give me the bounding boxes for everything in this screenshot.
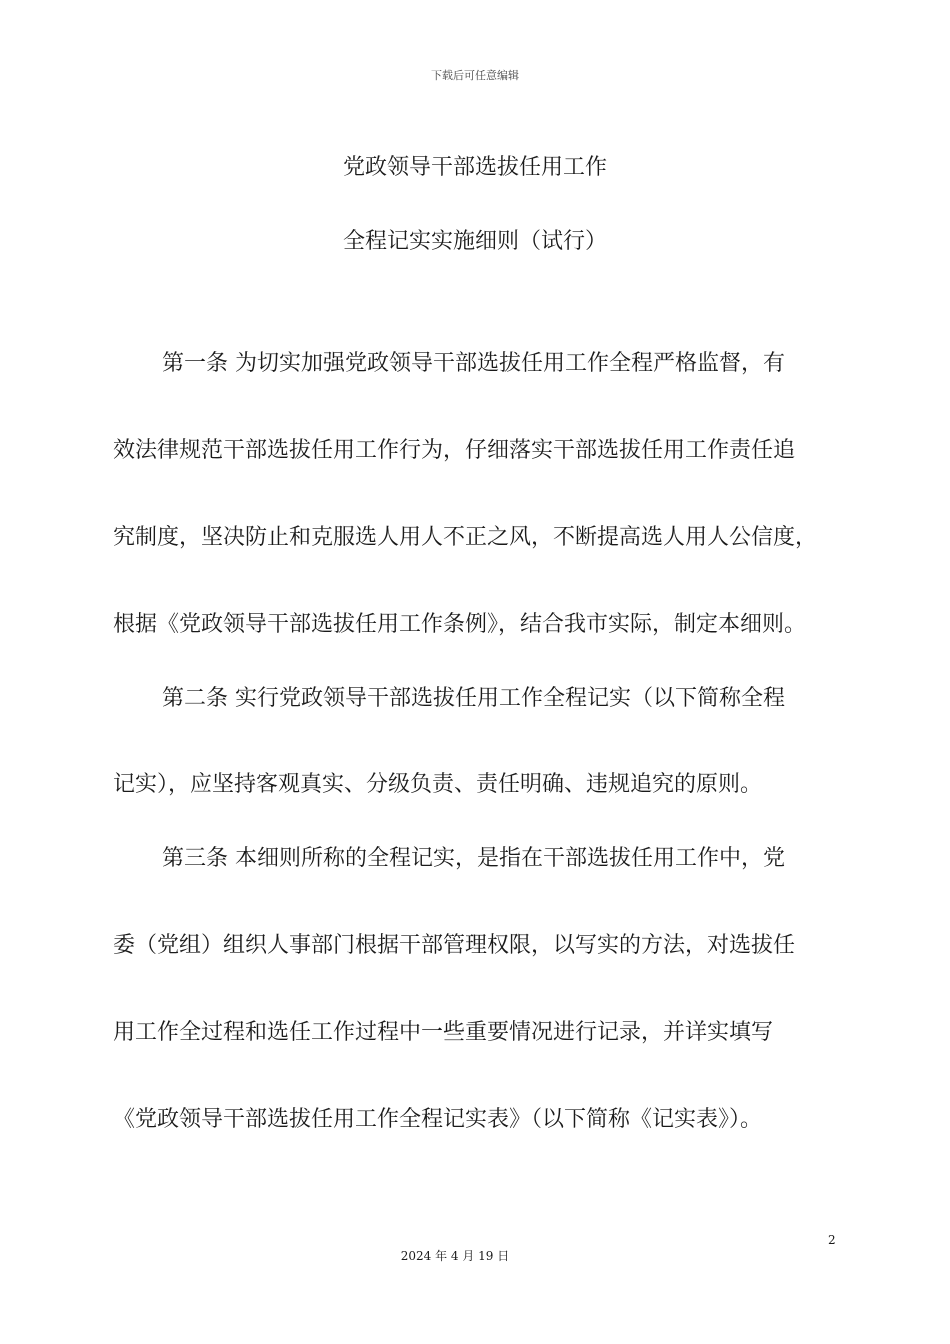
header-note: 下载后可任意编辑 bbox=[431, 69, 519, 82]
footer-date: 2024 年 4 月 19 日 bbox=[400, 1249, 510, 1263]
page-number: 2 bbox=[828, 1233, 836, 1247]
article-3-line-3: 用工作全过程和选任工作过程中一些重要情况进行记录，并详实填写 bbox=[113, 1020, 774, 1045]
article-3-line-2: 委（党组）组织人事部门根据干部管理权限，以写实的方法，对选拔任 bbox=[113, 933, 796, 958]
article-3-line-1: 第三条 本细则所称的全程记实，是指在干部选拔任用工作中，党 bbox=[162, 846, 785, 871]
article-1-line-2: 效法律规范干部选拔任用工作行为，仔细落实干部选拔任用工作责任追 bbox=[113, 438, 796, 463]
article-3-line-4: 《党政领导干部选拔任用工作全程记实表》（以下简称《记实表》）。 bbox=[113, 1107, 763, 1132]
article-1-line-1: 第一条 为切实加强党政领导干部选拔任用工作全程严格监督，有 bbox=[162, 351, 785, 376]
article-2-line-1: 第二条 实行党政领导干部选拔任用工作全程记实（以下简称全程 bbox=[162, 686, 785, 711]
document-title-line-2: 全程记实实施细则（试行） bbox=[342, 229, 607, 254]
article-2-line-2: 记实），应坚持客观真实、分级负责、责任明确、违规追究的原则。 bbox=[113, 772, 763, 797]
article-1-line-3: 究制度，坚决防止和克服选人用人不正之风，不断提高选人用人公信度， bbox=[113, 525, 818, 550]
document-title-line-1: 党政领导干部选拔任用工作 bbox=[342, 155, 607, 180]
article-1-line-4: 根据《党政领导干部选拔任用工作条例》，结合我市实际，制定本细则。 bbox=[113, 612, 807, 637]
